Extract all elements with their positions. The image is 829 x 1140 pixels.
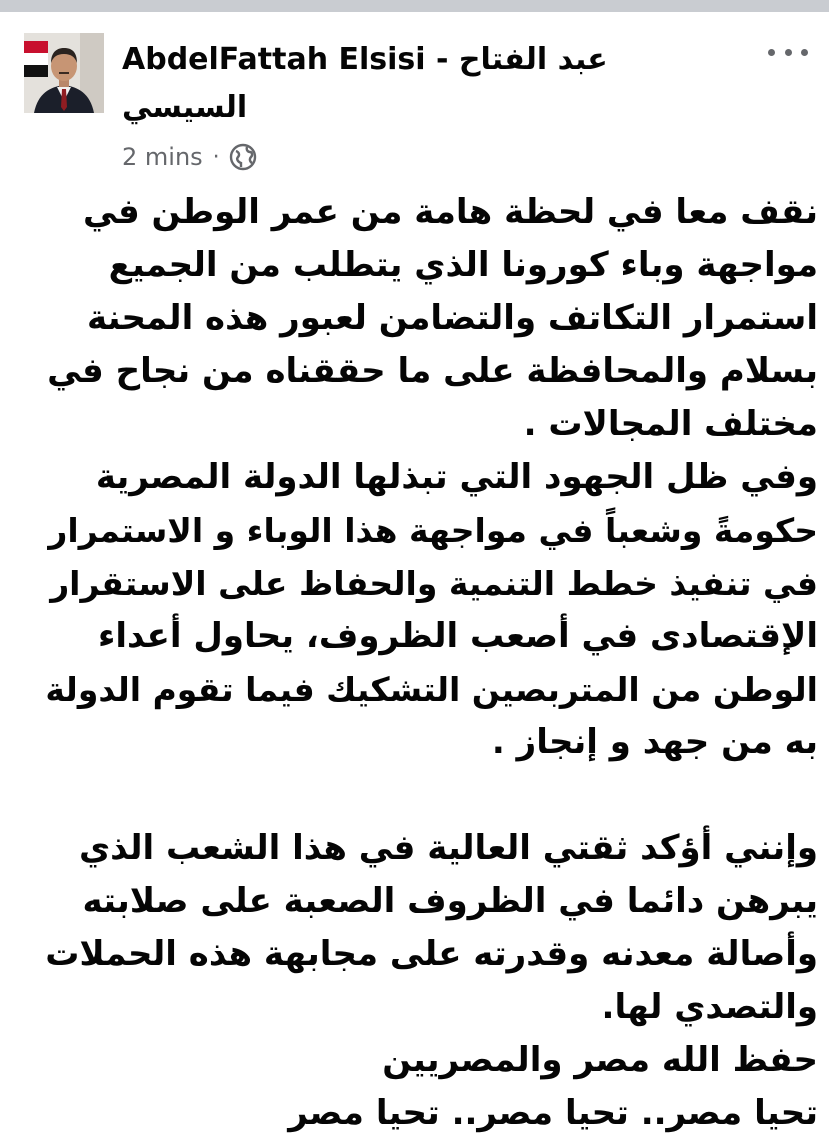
post-line: مختلف المجالات . [523, 404, 818, 444]
globe-icon[interactable] [228, 142, 258, 172]
post-line: استمرار التكاتف والتضامن لعبور هذه المحنة [87, 298, 818, 338]
post-line: وفي ظل الجهود التي تبذلها الدولة المصرية [95, 457, 818, 497]
post-line: الوطن من المتربصين التشكيك فيما تقوم الدولة [45, 670, 818, 709]
post-text [30, 186, 818, 1140]
post-line: الإقتصادى في أصعب الظروف، يحاول أعداء [98, 616, 818, 656]
post-line: وإنني أؤكد ثقتي العالية في هذا الشعب الذي [78, 828, 818, 868]
post-line: يبرهن دائما في الظروف الصعبة على صلابته [82, 881, 818, 921]
post-line: تحيا مصر.. تحيا مصر.. تحيا مصر [288, 1093, 818, 1133]
author-avatar[interactable] [24, 33, 104, 113]
paragraph-break [30, 769, 818, 822]
post-line: نقف معا في لحظة هامة من عمر الوطن في [83, 192, 818, 232]
post-line: حفظ الله مصر والمصريين [382, 1040, 818, 1080]
post-line: حكومةً وشعباً في مواجهة هذا الوباء و الاستمرار [48, 511, 818, 550]
post-line: وأصالة معدنه وقدرته على مجابهة هذه الحملات [45, 934, 818, 974]
post-line: به من جهد و إنجاز . [491, 722, 818, 762]
post-timestamp[interactable]: 2 mins [122, 143, 203, 171]
author-name[interactable]: AbdelFattah Elsisi - عبد الفتاح السيسي [122, 42, 608, 125]
post-line: مواجهة وباء كورونا الذي يتطلب من الجميع [108, 245, 818, 285]
more-options-icon[interactable] [768, 40, 808, 64]
profile-photo-icon [24, 33, 104, 113]
post-meta [122, 140, 258, 174]
post-line: في تنفيذ خطط التنمية والحفاظ على الاستقرار [50, 564, 818, 603]
post-line: والتصدي لها. [601, 987, 818, 1027]
top-divider [0, 0, 829, 12]
meta-separator: · [212, 144, 220, 170]
post-line: بسلام والمحافظة على ما حققناه من نجاح في [47, 351, 818, 391]
